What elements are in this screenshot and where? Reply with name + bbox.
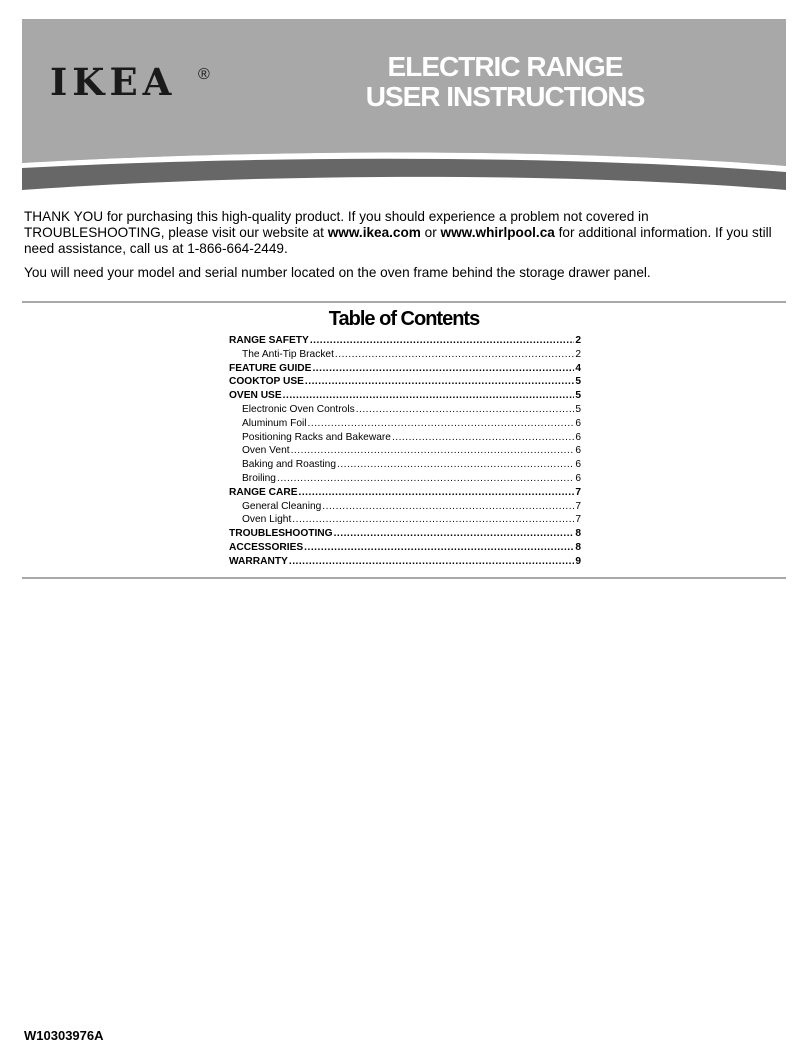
toc-entry-label: The Anti-Tip Bracket — [242, 348, 334, 360]
toc-entry — [229, 403, 581, 417]
toc-entry-page: 2 — [575, 348, 581, 360]
toc-entry — [229, 541, 581, 555]
toc-entry-label: Broiling — [242, 472, 276, 484]
toc-entry-page: 7 — [575, 486, 581, 498]
toc-entry-page: 8 — [575, 528, 581, 540]
toc-entry-label: RANGE SAFETY — [229, 335, 309, 346]
intro-text-part: or — [420, 225, 441, 240]
toc-entry-label: COOKTOP USE — [229, 376, 304, 388]
toc-leader — [277, 472, 574, 486]
toc-entry-page: 6 — [575, 431, 581, 443]
toc-leader — [335, 348, 574, 362]
document-title — [340, 52, 670, 112]
toc-entry-page: 4 — [575, 362, 581, 374]
toc-leader — [292, 513, 574, 527]
toc-leader — [291, 444, 575, 458]
document-number: W10303976A — [24, 1028, 104, 1043]
toc-entry-label: Positioning Racks and Bakeware — [242, 431, 391, 443]
toc-entry-page: 6 — [575, 417, 581, 429]
toc-entry-page: 7 — [575, 514, 581, 526]
toc-entry — [229, 389, 581, 403]
toc-entry — [229, 486, 581, 500]
toc-entry — [229, 458, 581, 472]
toc-entry-page: 2 — [575, 335, 581, 346]
toc-entry-label: Aluminum Foil — [242, 417, 307, 429]
toc-entry-label: Baking and Roasting — [242, 459, 337, 471]
toc-entry — [229, 527, 581, 541]
toc-entry-page: 5 — [575, 403, 581, 415]
toc-entry-label: WARRANTY — [229, 555, 288, 567]
toc-entry-page: 6 — [575, 472, 581, 484]
toc-leader — [312, 362, 574, 376]
toc-entry-label: Oven Light — [242, 514, 292, 526]
toc-entry-page: 8 — [575, 541, 581, 553]
toc-entry-label: OVEN USE — [229, 390, 282, 402]
intro-text-part: for additional information. If you still need assistance, call us at 1-866-664-2449. — [24, 225, 772, 256]
toc-entry — [229, 513, 581, 527]
toc-entry — [229, 472, 581, 486]
toc-title: Table of Contents — [328, 308, 480, 330]
toc-leader — [322, 500, 574, 514]
toc-entry-label: FEATURE GUIDE — [229, 362, 312, 374]
toc-leader — [305, 375, 574, 389]
toc-leader — [334, 527, 575, 541]
toc-leader — [392, 431, 574, 445]
toc-entry-page: 5 — [575, 376, 581, 388]
whirlpool-website-link: www.whirlpool.ca — [440, 225, 555, 240]
toc-entry-page: 6 — [575, 445, 581, 457]
toc-entry-page: 6 — [575, 459, 581, 471]
toc-entry-label: General Cleaning — [242, 500, 322, 512]
toc-leader — [299, 486, 575, 500]
brand-logo: IKEA — [50, 60, 177, 104]
toc-entry-page: 5 — [575, 390, 581, 402]
title-line-1: ELECTRIC RANGE — [387, 51, 623, 82]
toc-leader — [283, 389, 575, 403]
toc-entry — [229, 500, 581, 514]
toc-entry-label: RANGE CARE — [229, 486, 298, 498]
table-of-contents — [229, 334, 581, 569]
toc-entry-label: Electronic Oven Controls — [242, 403, 355, 415]
toc-leader — [356, 403, 575, 417]
toc-entry — [229, 375, 581, 389]
toc-entry — [229, 417, 581, 431]
toc-entry-page: 9 — [575, 555, 581, 567]
toc-entry — [229, 431, 581, 445]
toc-entry-page: 7 — [575, 500, 581, 512]
toc-entry — [229, 334, 581, 348]
toc-entry — [229, 555, 581, 569]
toc-leader — [337, 458, 574, 472]
toc-entry — [229, 444, 581, 458]
ikea-website-link: www.ikea.com — [327, 225, 421, 240]
toc-entry-label: ACCESSORIES — [229, 541, 304, 553]
title-line-2: USER INSTRUCTIONS — [365, 81, 645, 112]
intro-paragraph-1 — [24, 209, 786, 257]
divider-top — [22, 301, 786, 303]
toc-entry — [229, 362, 581, 376]
toc-entry-label: TROUBLESHOOTING — [229, 528, 333, 540]
toc-leader — [310, 334, 575, 348]
intro-paragraph-2: You will need your model and serial number located on the oven frame behind the storage drawer panel. — [24, 265, 651, 280]
toc-leader — [308, 417, 575, 431]
registered-mark: ® — [198, 66, 210, 83]
intro-text — [24, 209, 786, 289]
toc-leader — [289, 555, 574, 569]
toc-entry-label: Oven Vent — [242, 445, 290, 457]
divider-bottom — [22, 577, 786, 579]
toc-leader — [304, 541, 574, 555]
intro-text-part: THANK YOU for purchasing this high-quality product. If you should experience a problem not covered in TROUBLESHOOTING, please visit our website at — [24, 209, 649, 240]
toc-entry — [229, 348, 581, 362]
